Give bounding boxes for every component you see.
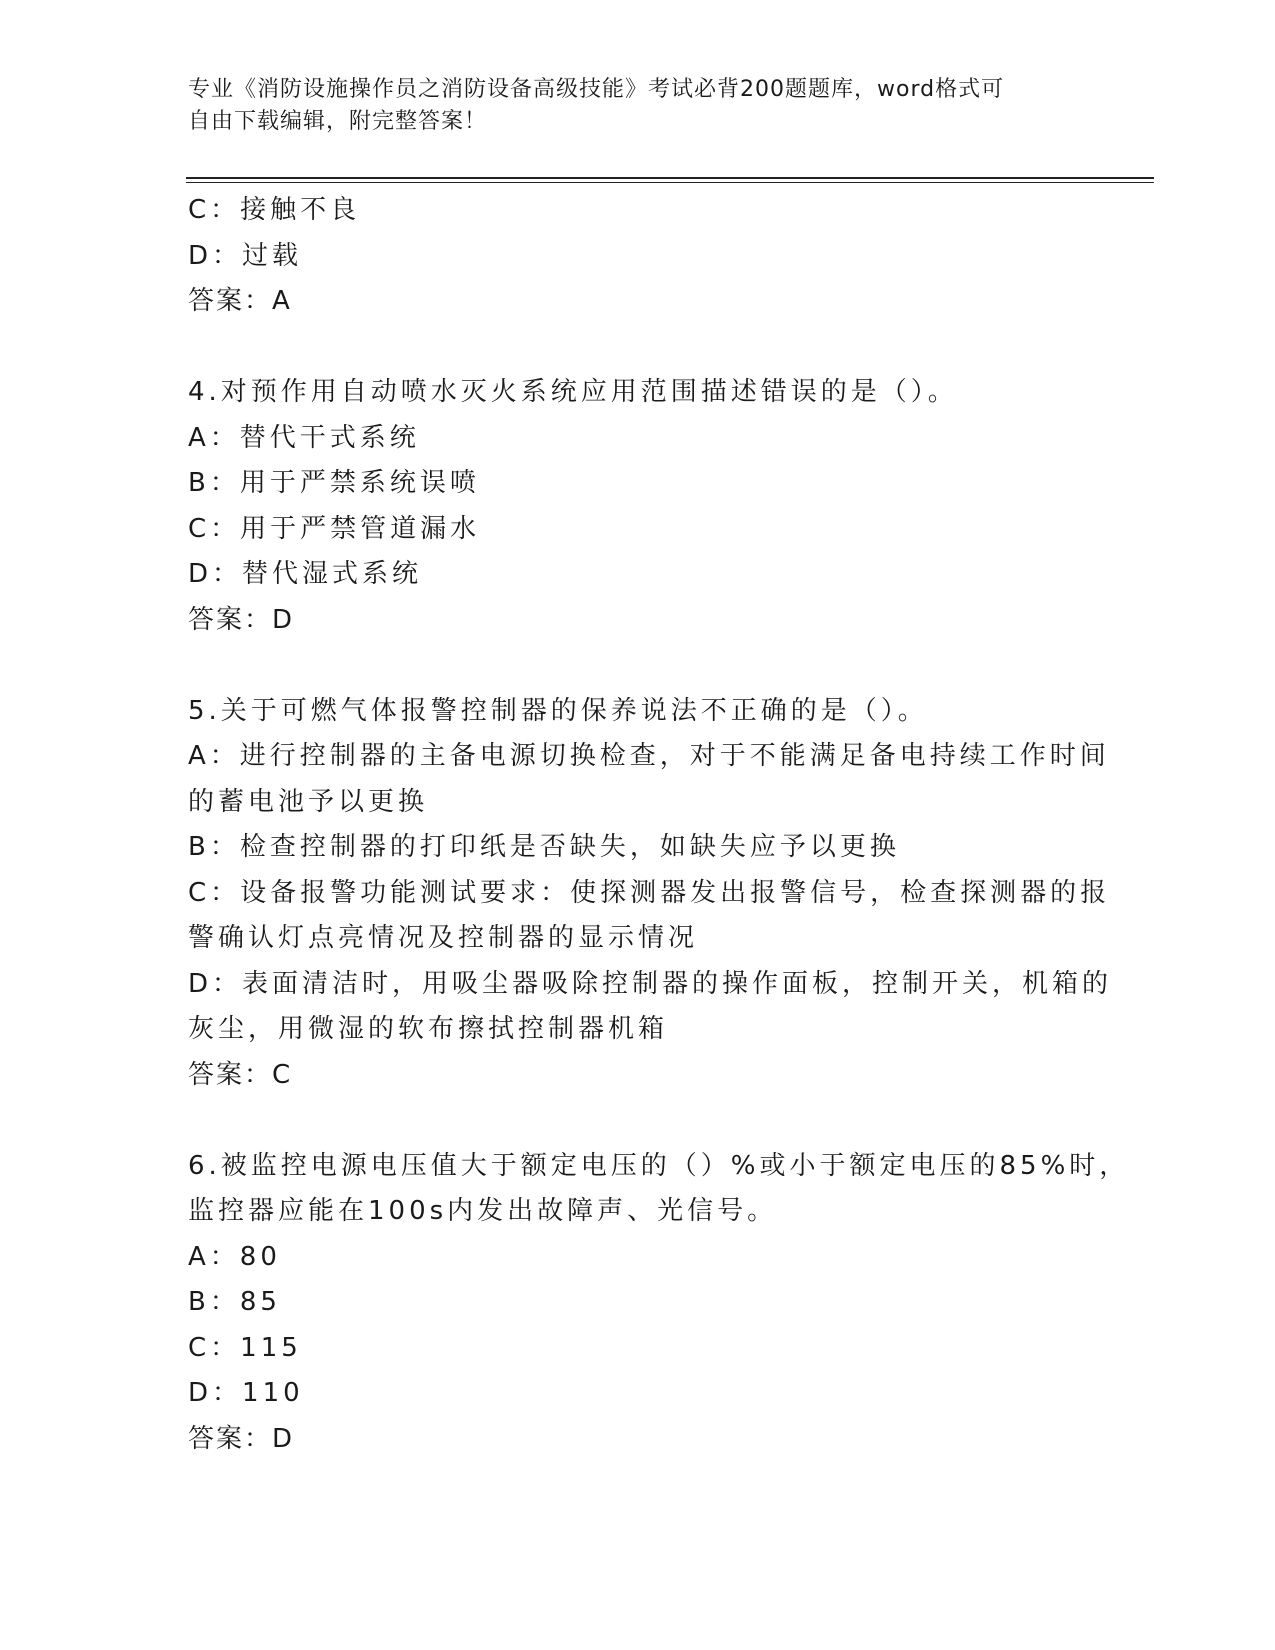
question-block [188,370,1088,643]
option-line: C：设备报警功能测试要求：使探测器发出报警信号，检查探测器的报 [188,877,1111,908]
question-stem: 4.对预作用自动喷水灭火系统应用范围描述错误的是（）。 [188,377,958,407]
header-line-2: 自由下载编辑，附完整答案！ [188,109,488,134]
question-block [188,188,1088,325]
answer-line: 答案：D [188,1423,295,1454]
option-line: D：替代湿式系统 [188,559,423,589]
option-line: B：检查控制器的打印纸是否缺失，如缺失应予以更换 [188,832,900,862]
option-line: A：替代干式系统 [188,422,420,453]
question-content [188,188,1130,1462]
header-rule-thick [186,177,1154,179]
option-line: C：用于严禁管道漏水 [188,513,481,544]
question-block [188,1144,1130,1463]
question-block [188,689,1113,1099]
question-stem: 监控器应能在100s内发出故障声、光信号。 [188,1196,778,1226]
option-line: A：80 [188,1241,281,1272]
option-line: 警确认灯点亮情况及控制器的显示情况 [188,923,699,953]
document-header [188,74,1088,138]
option-line: 灰尘，用微湿的软布擦拭控制器机箱 [188,1014,669,1044]
option-line: A：进行控制器的主备电源切换检查，对于不能满足备电持续工作时间 [188,741,1110,771]
question-stem: 6.被监控电源电压值大于额定电压的（）%或小于额定电压的85%时， [188,1150,1130,1181]
option-line: D：表面清洁时，用吸尘器吸除控制器的操作面板，控制开关，机箱的 [188,968,1113,999]
option-line: C：115 [188,1332,302,1363]
answer-line: 答案：D [188,604,295,635]
option-line: D：过载 [188,240,303,271]
option-line: B：用于严禁系统误喷 [188,468,480,498]
option-line: B：85 [188,1287,281,1317]
option-line: 的蓄电池予以更换 [188,786,429,817]
option-line: C：接触不良 [188,195,361,225]
header-rule-thin [186,182,1154,183]
header-line-1: 专业《消防设施操作员之消防设备高级技能》考试必背200题题库，word格式可 [188,77,1005,102]
question-stem: 5.关于可燃气体报警控制器的保养说法不正确的是（）。 [188,695,928,726]
answer-line: 答案：C [188,1059,293,1090]
option-line: D：110 [188,1378,304,1408]
answer-line: 答案：A [188,286,292,316]
